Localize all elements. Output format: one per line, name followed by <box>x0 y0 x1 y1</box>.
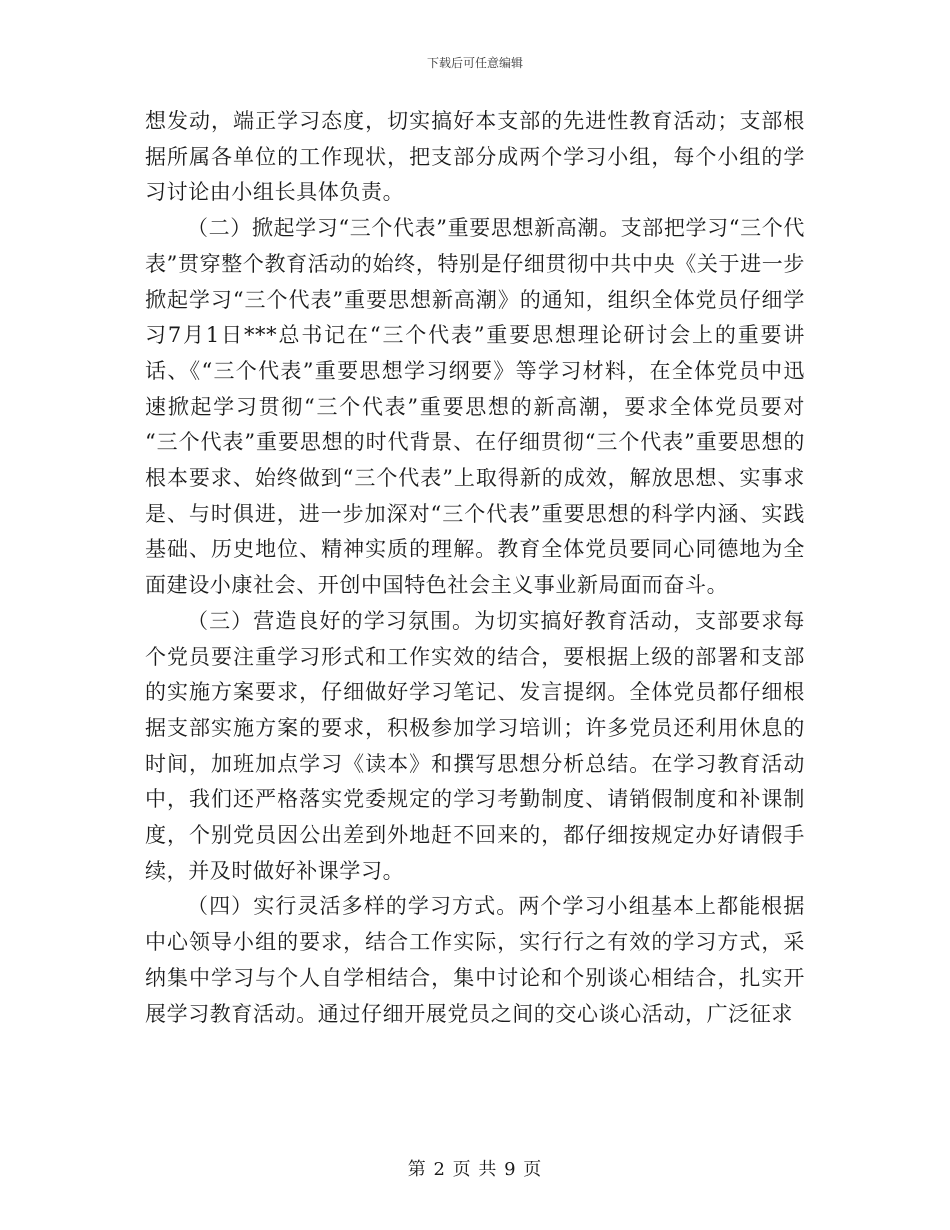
document-body <box>145 104 805 1032</box>
paragraph-section-3: （三）营造良好的学习氛围。为切实搞好教育活动，支部要求每个党员要注重学习形式和工作实效的结合，要根据上级的部署和支部的实施方案要求，仔细做好学习笔记、发言提纲。全体党员都仔细根据支部实施方案的要求，积极参加学习培训；许多党员还利用休息的时间，加班加点学习《读本》和撰写思想分析总结。在学习教育活动中，我们还严格落实党委规定的学习考勤制度、请销假制度和补课制度，个别党员因公出差到外地赶不回来的，都仔细按规定办好请假手续，并及时做好补课学习。 <box>145 608 805 883</box>
paragraph-continuation: 想发动，端正学习态度，切实搞好本支部的先进性教育活动；支部根据所属各单位的工作现状，把支部分成两个学习小组，每个小组的学习讨论由小组长具体负责。 <box>145 109 805 205</box>
paragraph-section-2: （二）掀起学习“三个代表”重要思想新高潮。支部把学习“三个代表”贯穿整个教育活动的始终，特别是仔细贯彻中共中央《关于进一步掀起学习“三个代表”重要思想新高潮》的通知，组织全体党员仔细学习7月1日***总书记在“三个代表”重要思想理论研讨会上的重要讲话、《“三个代表”重要思想学习纲要》等学习材料，在全体党员中迅速掀起学习贯彻“三个代表”重要思想的新高潮，要求全体党员要对 “三个代表”重要思想的时代背景、在仔细贯彻“三个代表”重要思想的根本要求、始终做到“三个代表”上取得新的成效，解放思想、实事求是、与时俱进，进一步加深对“三个代表”重要思想的科学内涵、实践基础、历史地位、精神实质的理解。教育全体党员要同心同德地为全面建设小康社会、开创中国特色社会主义事业新局面而奋斗。 <box>145 216 805 598</box>
paragraph-section-4: （四）实行灵活多样的学习方式。两个学习小组基本上都能根据中心领导小组的要求，结合工作实际，实行行之有效的学习方式，采纳集中学习与个人自学相结合，集中讨论和个别谈心相结合，扎实开展学习教育活动。通过仔细开展党员之间的交心谈心活动，广泛征求 <box>145 894 805 1026</box>
page-header: 下载后可任意编辑 <box>426 56 523 70</box>
page-number: 第 2 页 共 9 页 <box>407 1159 543 1180</box>
